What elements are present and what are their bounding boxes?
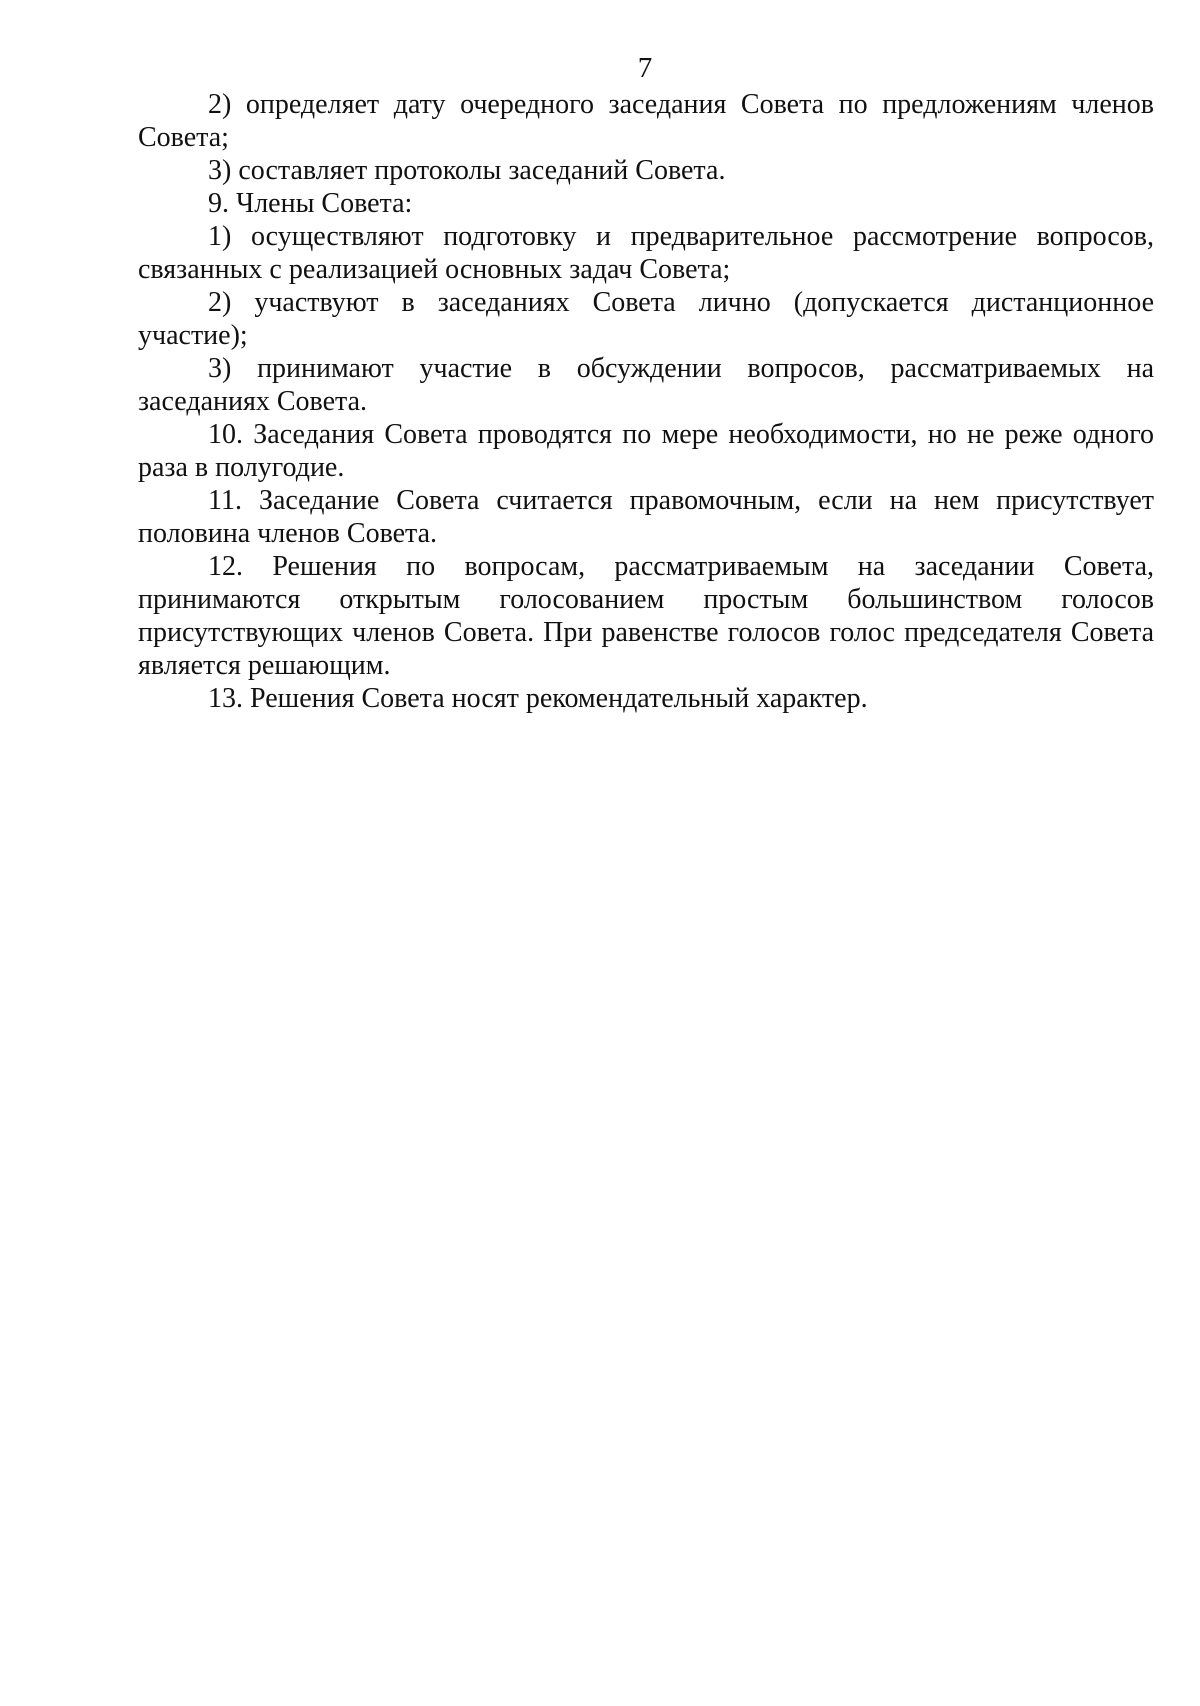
paragraph-9-1-preparation: 1) осуществляют подготовку и предварительное рассмотрение вопросов, связанных с реализацией основных задач Совета; — [138, 221, 1154, 285]
section-11-quorum: 11. Заседание Совета считается правомочным, если на нем присутствует половина членов Совета. — [138, 485, 1154, 549]
section-13-advisory: 13. Решения Совета носят рекомендательный характер. — [208, 683, 868, 714]
page-number: 7 — [637, 52, 653, 84]
section-9-heading: 9. Члены Совета: — [208, 188, 413, 219]
paragraph-3-minutes: 3) составляет протоколы заседаний Совета. — [208, 155, 726, 186]
paragraph-2-date-of-meeting: 2) определяет дату очередного заседания Совета по предложениям членов Совета; — [138, 89, 1154, 153]
section-10-meetings: 10. Заседания Совета проводятся по мере необходимости, но не реже одного раза в полугодие. — [138, 419, 1154, 483]
paragraph-9-3-discussion: 3) принимают участие в обсуждении вопросов, рассматриваемых на заседаниях Совета. — [138, 353, 1154, 417]
paragraph-9-2-participation: 2) участвуют в заседаниях Совета лично (допускается дистанционное участие); — [138, 287, 1154, 351]
document-body — [138, 88, 1154, 715]
section-12-decisions: 12. Решения по вопросам, рассматриваемым на заседании Совета, принимаются открытым голосованием простым большинством голосов присутствующих членов Совета. При равенстве голосов голос председателя Совета является решающим. — [138, 551, 1154, 681]
